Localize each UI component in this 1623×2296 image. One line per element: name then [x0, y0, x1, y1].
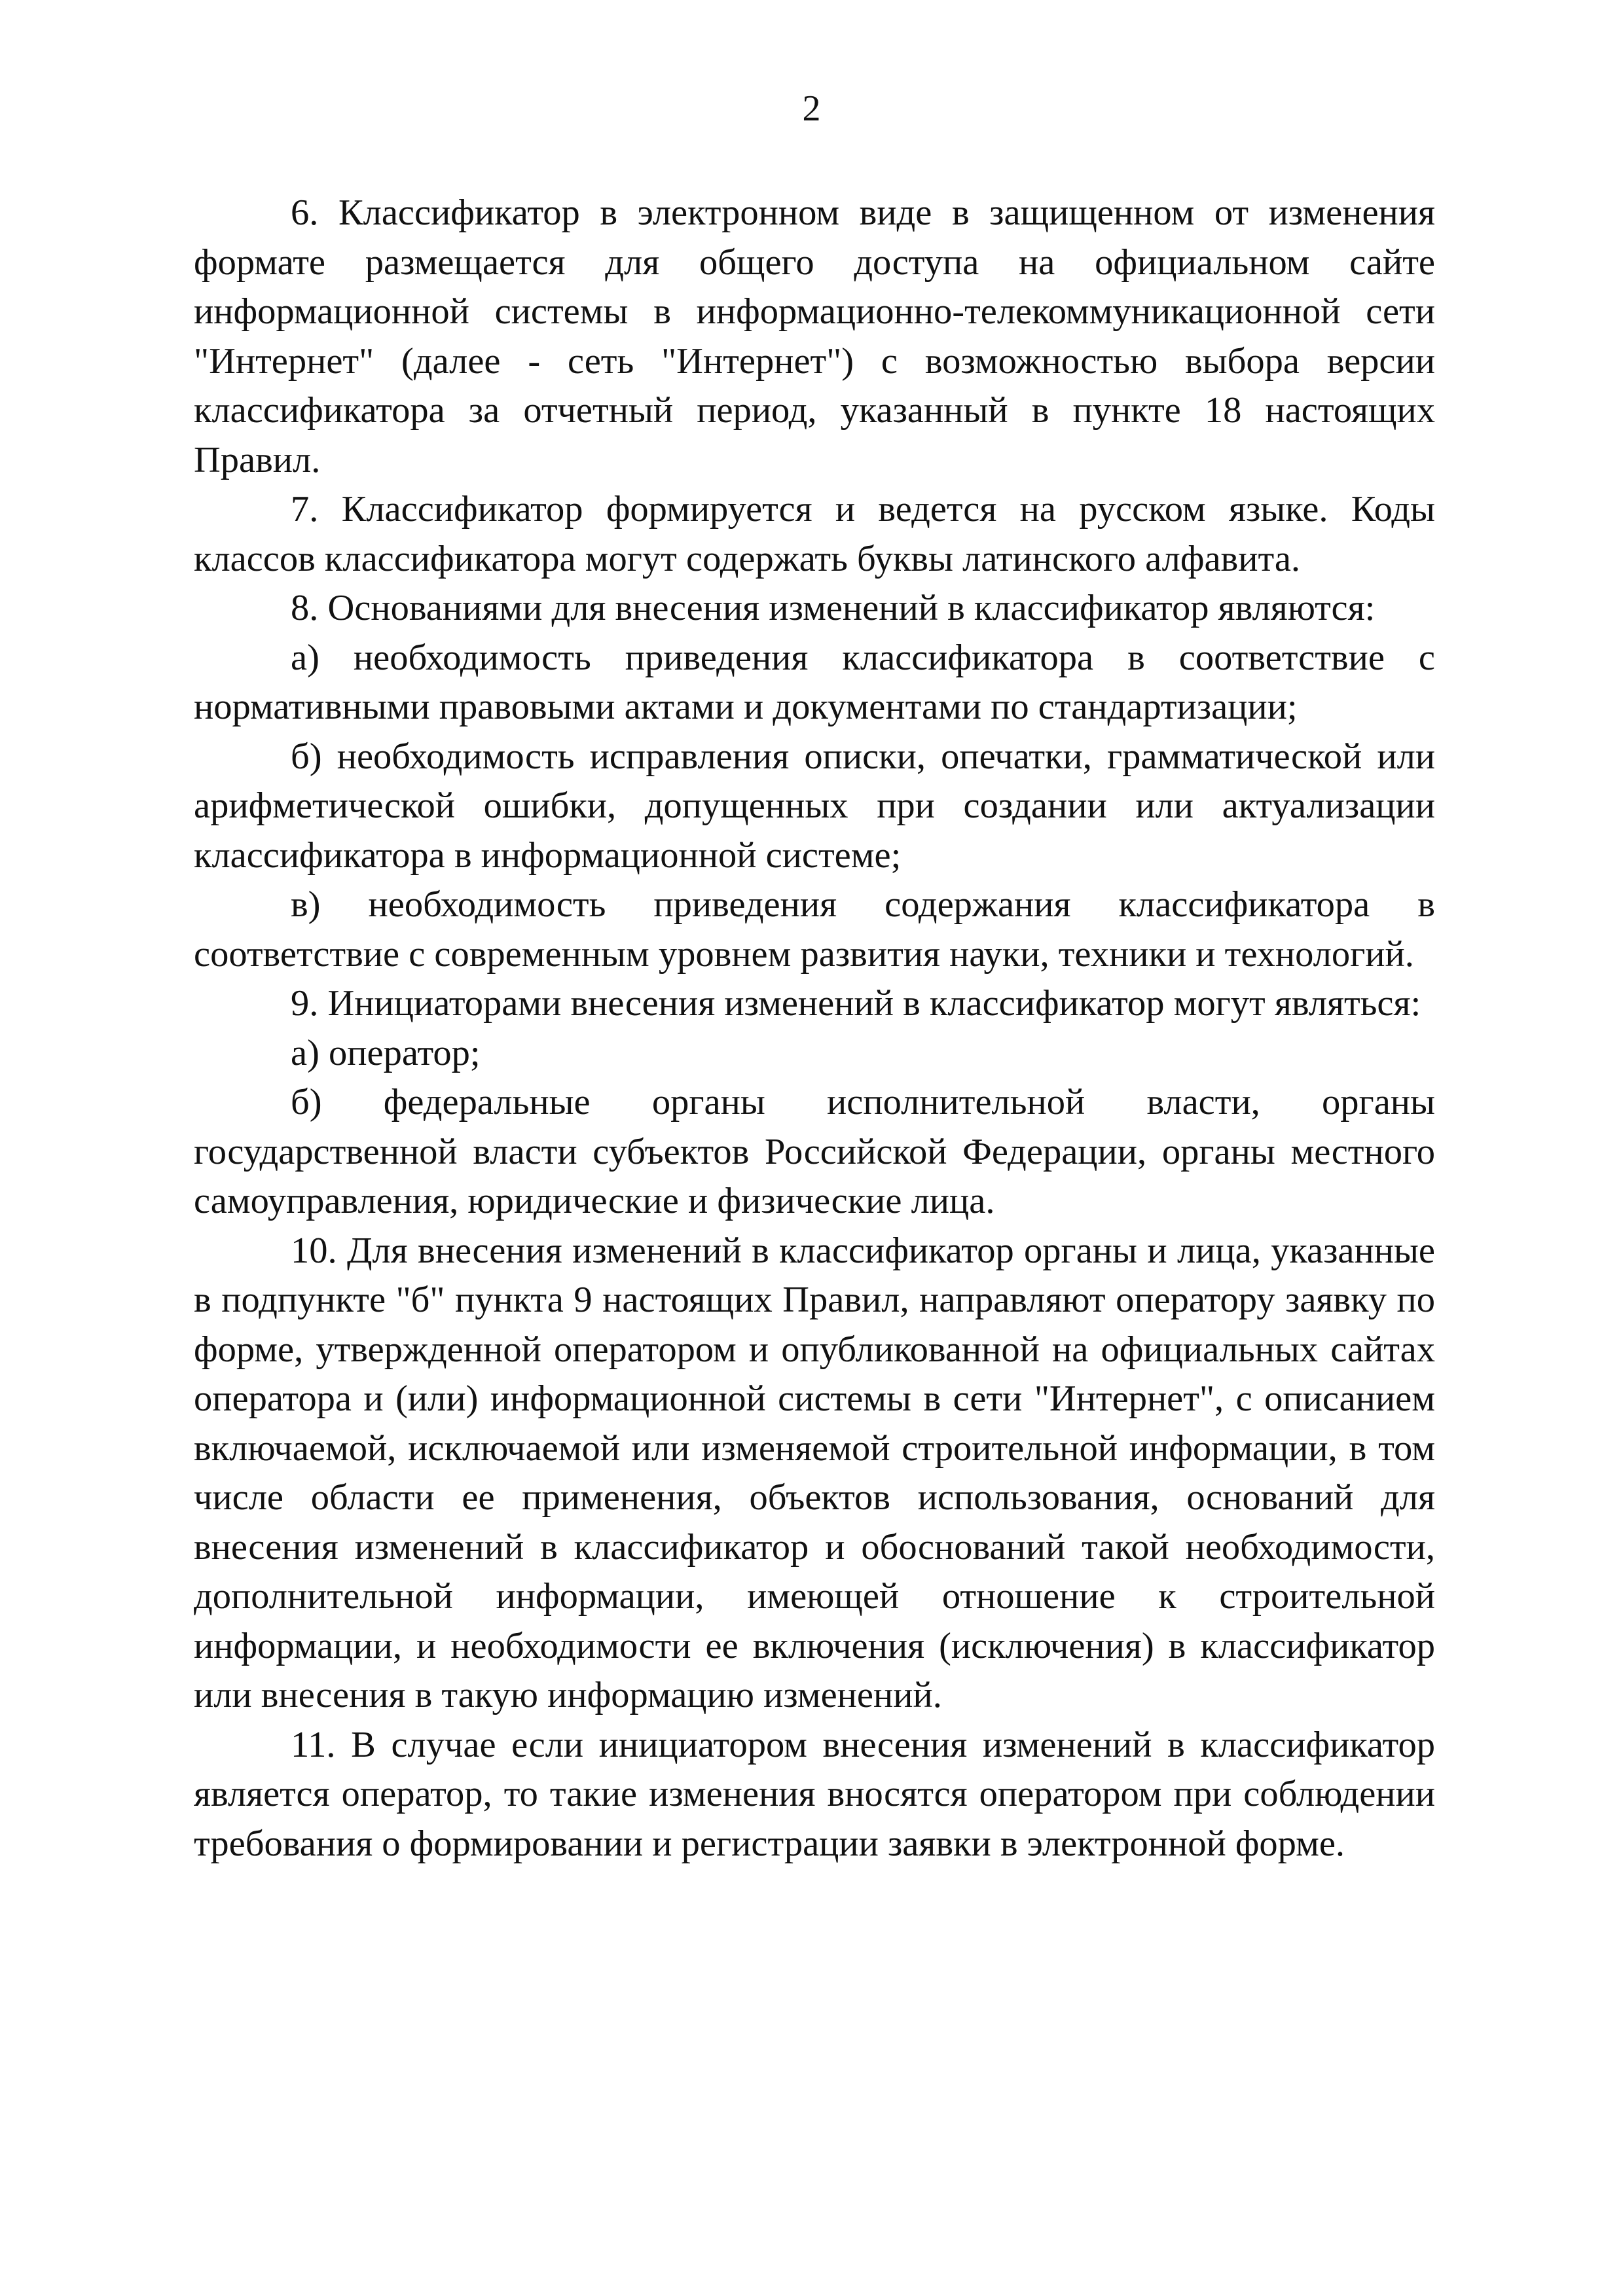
paragraph-9-b: б) федеральные органы исполнительной власти, органы государственной власти субъектов Российской Федерации, органы местного самоуправления, юридические и физические лица.	[194, 1082, 1435, 1221]
page-number: 2	[802, 88, 821, 129]
paragraph-10: 10. Для внесения изменений в классификатор органы и лица, указанные в подпункте "б" пункта 9 настоящих Правил, направляют оператору заявку по форме, утвержденной оператором и опубликованной на официальных сайтах оператора и (или) информационной системы в сети "Интернет", с описанием включаемой, исключаемой или изменяемой строительной информации, в том числе области ее применения, объектов использования, оснований для внесения изменений в классификатор и обоснований такой необходимости, дополнительной информации, имеющей отношение к строительной информации, и необходимости ее включения (исключения) в классификатор или внесения в такую информацию изменений.	[194, 1230, 1435, 1715]
paragraph-6: 6. Классификатор в электронном виде в защищенном от изменения формате размещается для общего доступа на официальном сайте информационной системы в информационно-телекоммуникационной сети "Интернет" (далее - сеть "Интернет") с возможностью выбора версии классификатора за отчетный период, указанный в пункте 18 настоящих Правил.	[194, 192, 1435, 480]
paragraph-8: 8. Основаниями для внесения изменений в классификатор являются:	[291, 588, 1376, 628]
paragraph-7: 7. Классификатор формируется и ведется на русском языке. Коды классов классификатора могут содержать буквы латинского алфавита.	[194, 489, 1435, 579]
paragraph-11: 11. В случае если инициатором внесения изменений в классификатор является оператор, то такие изменения вносятся оператором при соблюдении требования о формировании и регистрации заявки в электронной форме.	[194, 1724, 1435, 1864]
paragraph-9: 9. Инициаторами внесения изменений в классификатор могут являться:	[291, 983, 1421, 1024]
paragraph-9-a: а) оператор;	[291, 1032, 481, 1073]
document-body	[194, 188, 1435, 1869]
paragraph-8-b: б) необходимость исправления описки, опечатки, грамматической или арифметической ошибки, допущенных при создании или актуализации классификатора в информационной системе;	[194, 736, 1435, 876]
paragraph-8-a: а) необходимость приведения классификатора в соответствие с нормативными правовыми актами и документами по стандартизации;	[194, 637, 1435, 727]
paragraph-8-v: в) необходимость приведения содержания классификатора в соответствие с современным уровнем развития науки, техники и технологий.	[194, 884, 1435, 975]
